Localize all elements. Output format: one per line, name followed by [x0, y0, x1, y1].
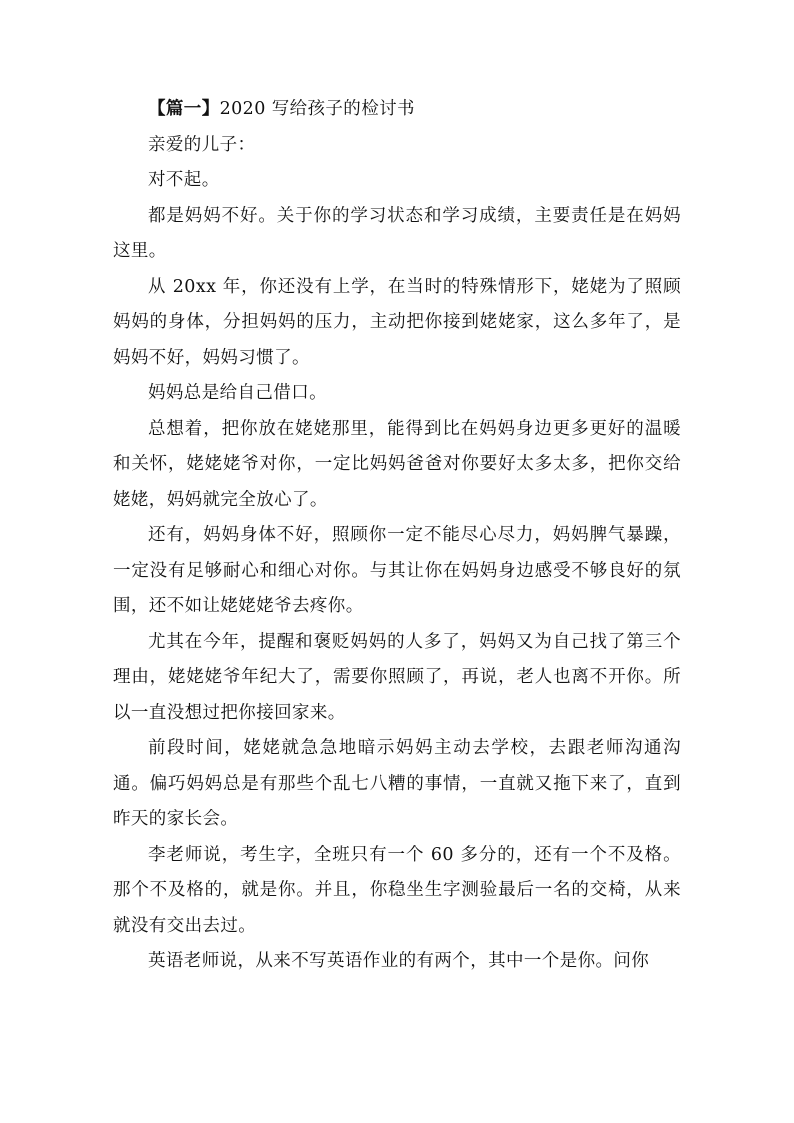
- title-label: 【篇一】: [148, 99, 220, 119]
- paragraph: 英语老师说，从来不写英语作业的有两个，其中一个是你。问你: [148, 951, 650, 971]
- paragraph: 尤其在今年，提醒和褒贬妈妈的人多了，妈妈又为自己找了第三个理由，姥姥姥爷年纪大了，需要你照顾了，再说，老人也离不开你。所以一直没想过把你接回家来。: [113, 631, 681, 723]
- paragraph: 总想着，把你放在姥姥那里，能得到比在妈妈身边更多更好的温暖和关怀，姥姥姥爷对你，一定比妈妈爸爸对你要好太多太多，把你交给姥姥，妈妈就完全放心了。: [113, 418, 681, 510]
- paragraph: 李老师说，考生字，全班只有一个 60 多分的，还有一个不及格。那个不及格的，就是你。并且，你稳坐生字测验最后一名的交椅，从来就没有交出去过。: [113, 844, 681, 936]
- paragraph: 还有，妈妈身体不好，照顾你一定不能尽心尽力，妈妈脾气暴躁，一定没有足够耐心和细心对你。与其让你在妈妈身边感受不够良好的氛围，还不如让姥姥姥爷去疼你。: [113, 525, 681, 616]
- title-text: 2020 写给孩子的检讨书: [219, 99, 415, 119]
- paragraph: 都是妈妈不好。关于你的学习状态和学习成绩，主要责任是在妈妈这里。: [113, 205, 681, 261]
- paragraph: 从 20xx 年，你还没有上学，在当时的特殊情形下，姥姥为了照顾妈妈的身体，分担妈妈的压力，主动把你接到姥姥家，这么多年了，是妈妈不好，妈妈习惯了。: [113, 276, 681, 368]
- paragraph-apology: 对不起。: [148, 170, 220, 190]
- paragraph-salutation: 亲爱的儿子：: [148, 134, 256, 155]
- document-body: [113, 92, 681, 980]
- document-title: [113, 92, 681, 128]
- paragraph: 前段时间，姥姥就急急地暗示妈妈主动去学校，去跟老师沟通沟通。偏巧妈妈总是有那些个乱七八糟的事情，一直就又拖下来了，直到昨天的家长会。: [113, 738, 681, 829]
- paragraph: 妈妈总是给自己借口。: [148, 383, 327, 403]
